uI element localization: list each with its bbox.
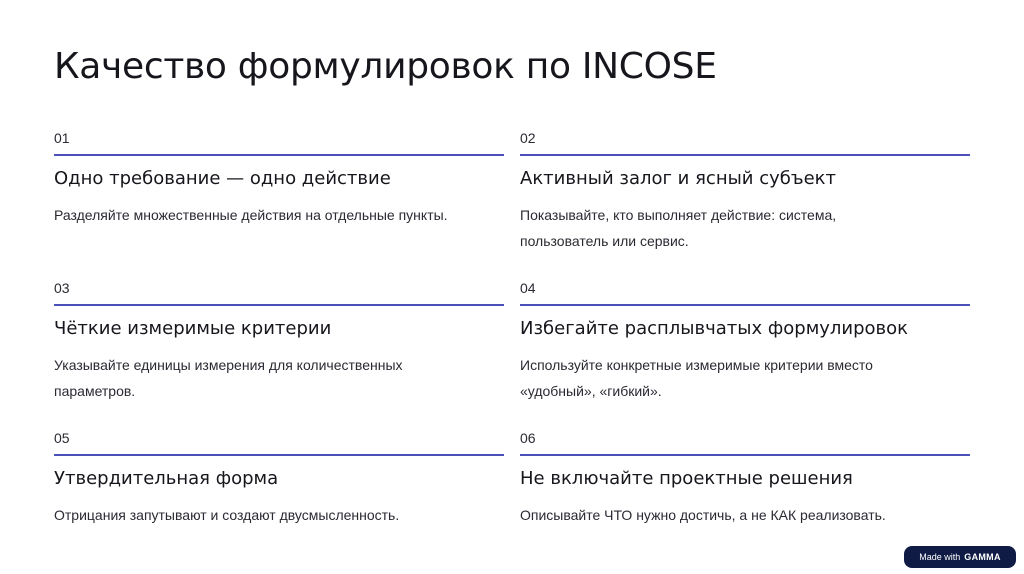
guideline-heading: Избегайте расплывчатых формулировок — [520, 318, 909, 339]
divider — [520, 454, 970, 456]
badge-prefix: Made with — [919, 552, 961, 562]
guideline-number: 04 — [520, 280, 536, 296]
divider — [520, 154, 970, 156]
guideline-number: 01 — [54, 130, 70, 146]
guideline-heading: Активный залог и ясный субъект — [520, 168, 837, 189]
guideline-card-02 — [520, 129, 970, 254]
guideline-heading: Одно требование — одно действие — [54, 168, 391, 189]
guideline-description: Указывайте единицы измерения для количественных параметров. — [54, 357, 403, 399]
divider — [54, 454, 504, 456]
guideline-description: Используйте конкретные измеримые критерии вместо «удобный», «гибкий». — [520, 357, 873, 399]
divider — [520, 304, 970, 306]
guideline-card-05 — [54, 429, 504, 528]
guideline-description: Показывайте, кто выполняет действие: система, пользователь или сервис. — [520, 207, 837, 249]
guideline-number: 02 — [520, 130, 536, 146]
made-with-gamma-badge[interactable] — [904, 546, 1016, 568]
guideline-description: Отрицания запутывают и создают двусмысленность. — [54, 507, 400, 523]
guideline-card-01 — [54, 129, 504, 228]
guideline-description: Описывайте ЧТО нужно достичь, а не КАК реализовать. — [520, 507, 886, 523]
guideline-description: Разделяйте множественные действия на отдельные пункты. — [54, 207, 448, 223]
guideline-heading: Чёткие измеримые критерии — [54, 318, 332, 339]
guideline-number: 05 — [54, 430, 70, 446]
gamma-logo: GAMMA — [964, 552, 1001, 562]
divider — [54, 154, 504, 156]
guideline-number: 03 — [54, 280, 70, 296]
guideline-card-03 — [54, 279, 504, 404]
guideline-card-04 — [520, 279, 970, 404]
guideline-number: 06 — [520, 430, 536, 446]
guideline-heading: Утвердительная форма — [54, 468, 279, 489]
page-title: Качество формулировок по INCOSE — [54, 46, 717, 87]
divider — [54, 304, 504, 306]
guideline-card-06 — [520, 429, 970, 528]
guideline-heading: Не включайте проектные решения — [520, 468, 853, 489]
